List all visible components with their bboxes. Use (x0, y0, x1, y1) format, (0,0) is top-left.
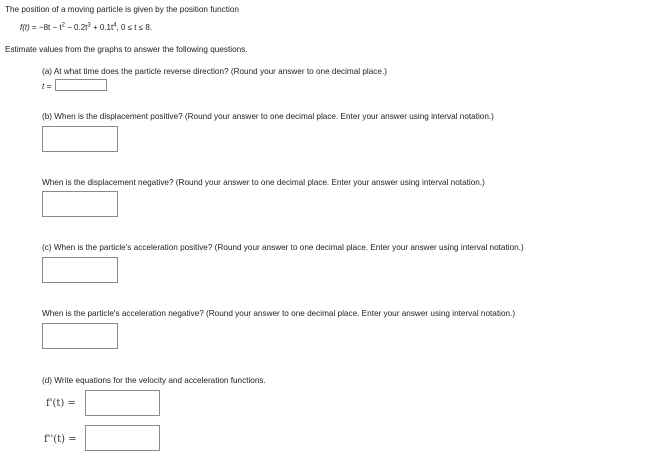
answer-c-positive-input[interactable] (42, 257, 118, 283)
function-domain: , 0 ≤ t ≤ 8. (116, 23, 153, 32)
estimate-instruction: Estimate values from the graphs to answer the following questions. (5, 45, 248, 54)
question-d: (d) Write equations for the velocity and acceleration functions. (42, 376, 266, 385)
answer-b-positive-input[interactable] (42, 126, 118, 152)
question-a: (a) At what time does the particle reverse direction? (Round your answer to one decimal place.) (42, 67, 387, 76)
question-c-positive: (c) When is the particle's acceleration positive? (Round your answer to one decimal place. Enter your answer using interval notation.) (42, 243, 524, 252)
acceleration-input[interactable] (85, 425, 160, 451)
acceleration-label: f''(t) = (44, 434, 77, 445)
velocity-input[interactable] (85, 390, 160, 416)
power-3: 3 (87, 22, 91, 29)
question-b-positive: (b) When is the displacement positive? (Round your answer to one decimal place. Enter your answer using interval notation.) (42, 112, 494, 121)
question-b-negative: When is the displacement negative? (Round your answer to one decimal place. Enter your answer using interval notation.) (42, 178, 485, 187)
velocity-label: f'(t) = (46, 398, 76, 409)
answer-a-input[interactable] (55, 79, 107, 91)
power-2: 2 (61, 22, 65, 29)
answer-c-negative-input[interactable] (42, 323, 118, 349)
function-term-1: = −8t − t (29, 23, 62, 32)
function-term-2: − 0.2t (64, 23, 88, 32)
position-function (20, 23, 152, 32)
answer-b-negative-input[interactable] (42, 191, 118, 217)
intro-text: The position of a moving particle is given by the position function (5, 5, 239, 14)
function-lhs: f(t) (20, 23, 30, 32)
function-term-3: + 0.1t (90, 23, 114, 32)
power-4: 4 (113, 22, 117, 29)
question-a-label: t = (42, 82, 52, 91)
question-c-negative: When is the particle's acceleration negative? (Round your answer to one decimal place. Enter your answer using interval notation.) (42, 309, 516, 318)
